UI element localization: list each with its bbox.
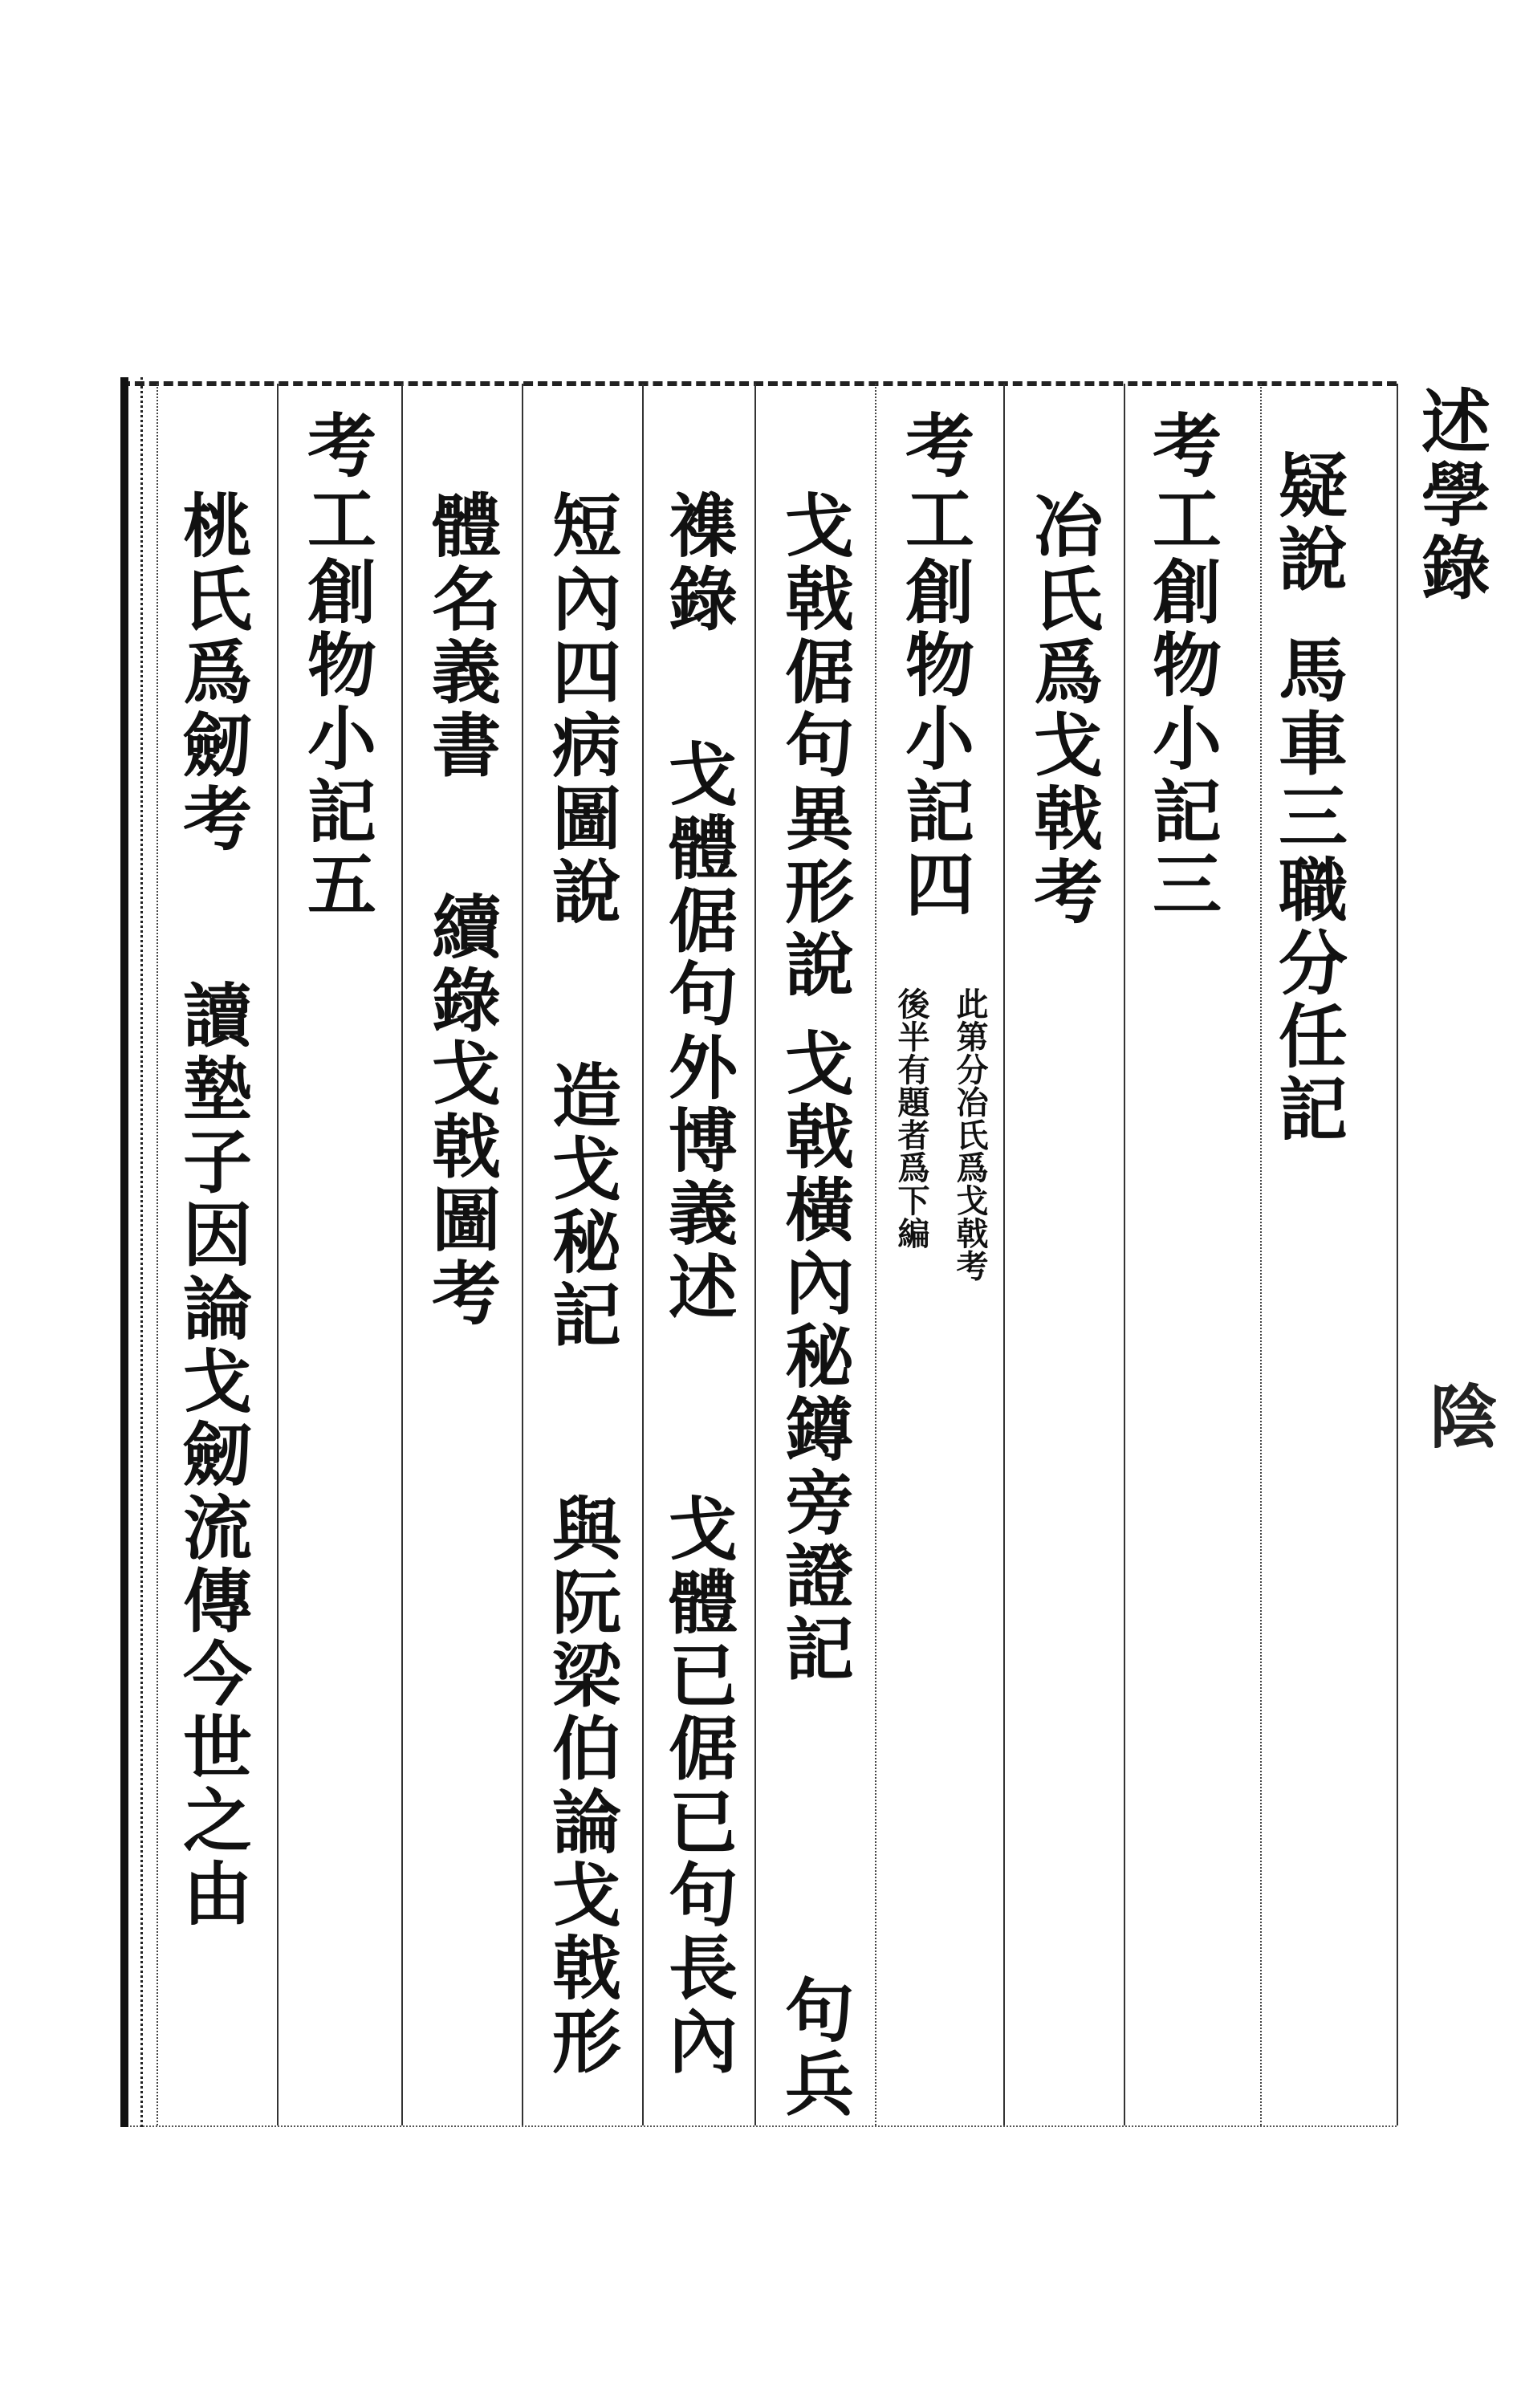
top-border-rule	[120, 381, 1397, 386]
entry-title: 疑說	[1267, 449, 1348, 596]
entry-continuation: 戈體已倨已句長內	[657, 1493, 738, 2079]
column-divider	[277, 384, 279, 2125]
entry-title: 考工創物小記五	[295, 409, 376, 922]
column-divider	[875, 384, 876, 2125]
entry-title: 體名義書	[420, 490, 501, 783]
entry-subtitle: 馬車三職分任記	[1267, 634, 1348, 1147]
entry-subtitle: 讀墊子因論戈劒流傳今世之由	[171, 979, 252, 1931]
column-divider	[401, 384, 403, 2125]
entry-title: 考工創物小記三	[1141, 409, 1222, 922]
entry-subtitle: 戈體倨句外博義述	[657, 738, 738, 1324]
header-fragment: 陰	[1417, 1381, 1499, 1454]
column-divider	[642, 384, 644, 2125]
interlinear-note-right: 此第分冶氏爲戈戟考	[951, 987, 989, 1283]
outer-left-border	[120, 377, 128, 2127]
entry-subtitle: 戈戟橫內秘鐏旁證記	[773, 1027, 854, 1686]
column-divider	[1124, 384, 1125, 2125]
column-divider	[1260, 384, 1262, 2125]
column-divider	[522, 384, 523, 2125]
bottom-border-rule	[120, 2125, 1397, 2127]
entry-title: 考工創物小記四	[893, 409, 974, 922]
header-title: 述學錄	[1409, 385, 1490, 605]
entry-title: 短內四病圖說	[540, 490, 621, 929]
column-divider	[157, 384, 158, 2125]
column-divider	[1003, 384, 1005, 2125]
outer-left-border-inner	[140, 377, 145, 2127]
entry-title: 冶氏爲戈戟考	[1022, 490, 1103, 929]
entry-subtitle: 造戈秘記	[540, 1060, 621, 1352]
entry-continuation: 句兵	[773, 1975, 854, 2121]
entry-title: 桃氏爲劒考	[171, 490, 252, 856]
entry-title: 襍錄	[657, 490, 738, 637]
interlinear-note-left: 後半有題者爲下編	[893, 987, 930, 1250]
entry-subtitle: 續錄戈戟圖考	[420, 891, 501, 1330]
column-divider	[1397, 384, 1398, 2125]
running-header	[1401, 353, 1513, 2135]
entry-continuation: 與阮梁伯論戈戟形	[540, 1493, 621, 2079]
entry-title: 戈戟倨句異形說	[773, 490, 854, 1003]
column-divider	[754, 384, 756, 2125]
